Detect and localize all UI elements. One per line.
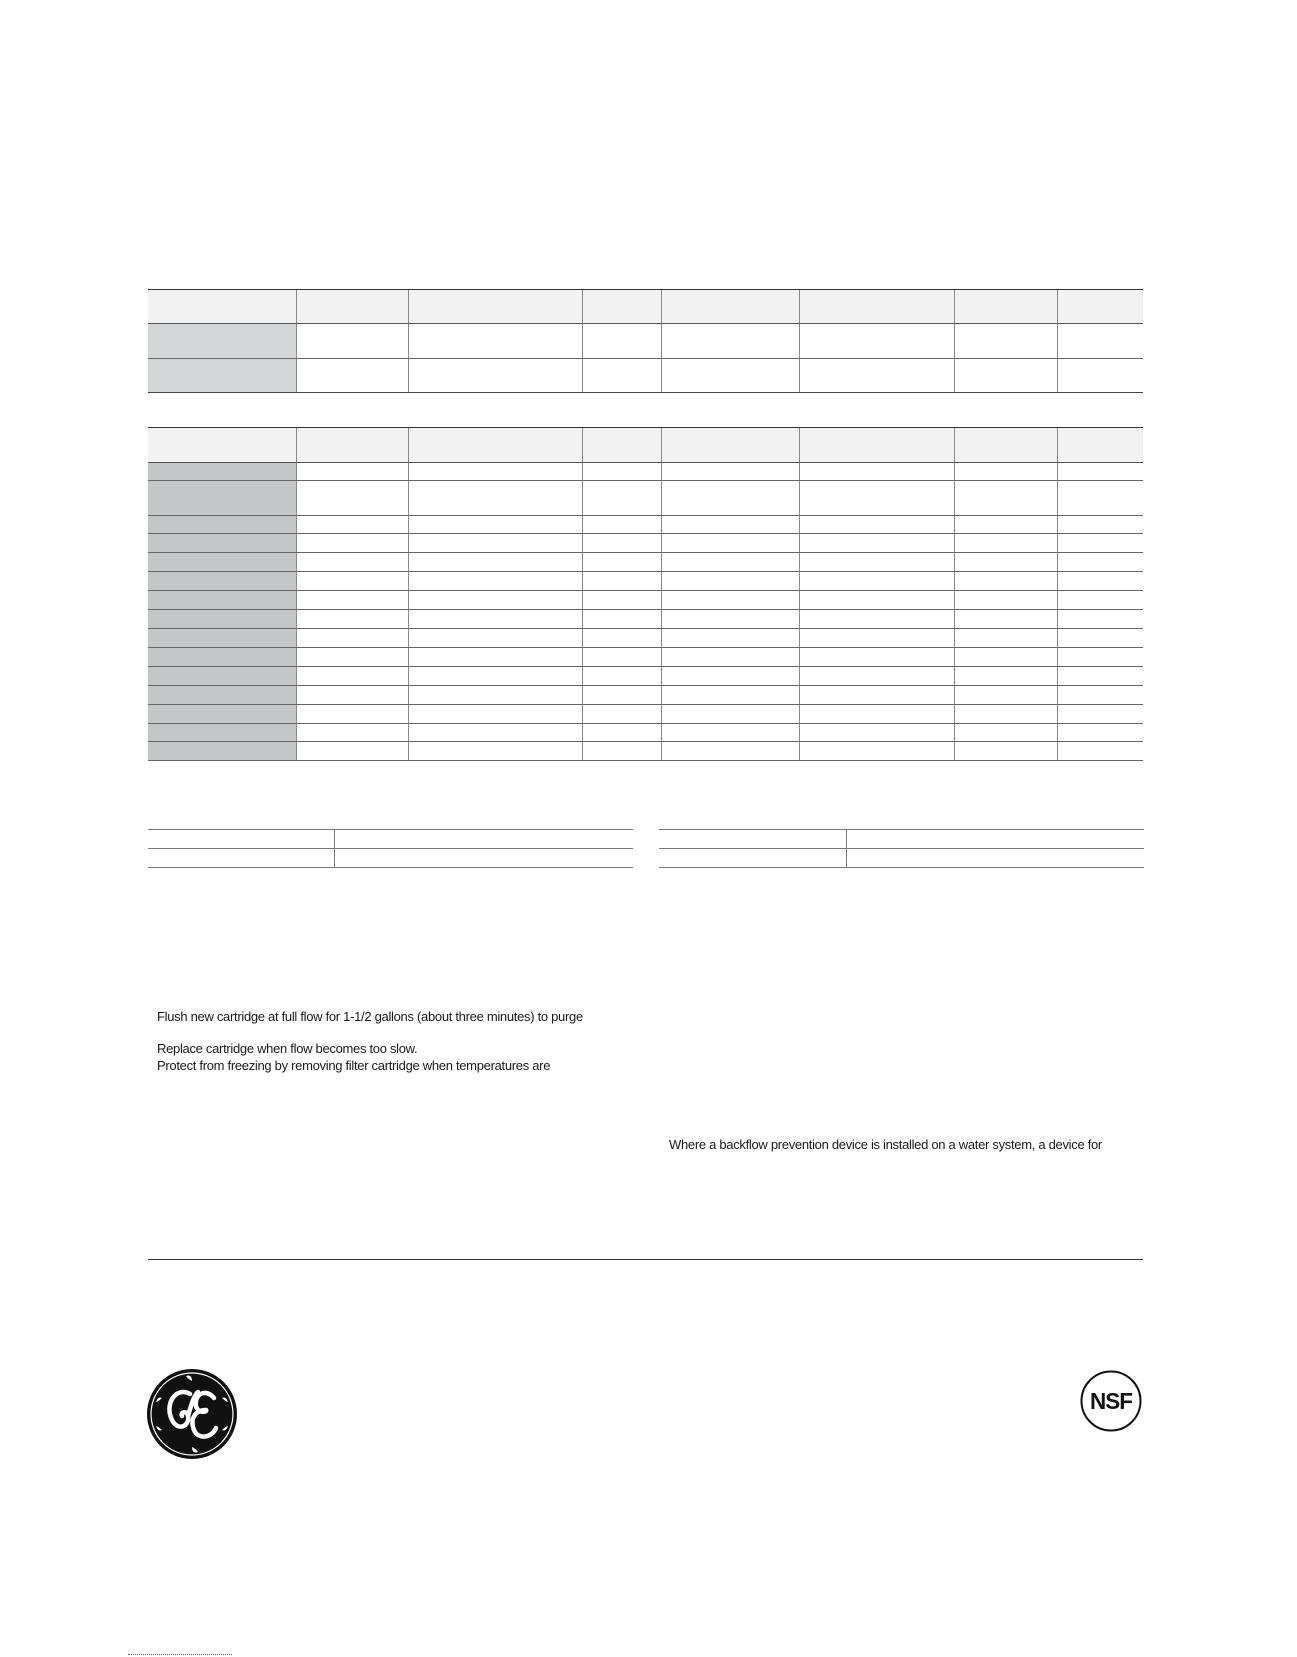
- table-row: [148, 481, 1143, 516]
- spec-table-right: [659, 829, 1144, 868]
- table-row: [148, 572, 1143, 591]
- performance-table-top: [148, 289, 1143, 393]
- performance-table-main: [148, 427, 1143, 761]
- svg-text:NSF: NSF: [1090, 1388, 1133, 1414]
- table-row: [148, 830, 633, 849]
- table-row: [148, 359, 1143, 393]
- table-row: [659, 830, 1144, 849]
- table-header-row: [148, 290, 1143, 324]
- table-row: [148, 324, 1143, 359]
- table-row: [148, 463, 1143, 481]
- table-row: [148, 516, 1143, 534]
- instruction-replace: Replace cartridge when flow becomes too slow.: [157, 1041, 418, 1056]
- instruction-flush: Flush new cartridge at full flow for 1-1/2 gallons (about three minutes) to purge: [157, 1009, 583, 1024]
- table-row: [148, 686, 1143, 705]
- table-row: [148, 724, 1143, 742]
- instruction-freeze: Protect from freezing by removing filter cartridge when temperatures are: [157, 1058, 551, 1073]
- table-row: [148, 667, 1143, 686]
- table-header-row: [148, 428, 1143, 463]
- table-row: [148, 553, 1143, 572]
- footer-dotted-line: [128, 1654, 232, 1655]
- table-row: [148, 591, 1143, 610]
- divider: [148, 1259, 1143, 1260]
- nsf-logo-icon: [1080, 1370, 1142, 1432]
- table-row: [148, 629, 1143, 648]
- table-row: [148, 742, 1143, 761]
- table-row: [148, 705, 1143, 724]
- table-row: [148, 849, 633, 868]
- backflow-note: Where a backflow prevention device is installed on a water system, a device for: [669, 1137, 1102, 1152]
- table-row: [148, 648, 1143, 667]
- ge-logo-icon: [146, 1368, 238, 1460]
- table-row: [148, 534, 1143, 553]
- spec-table-left: [148, 829, 633, 868]
- table-row: [148, 610, 1143, 629]
- table-row: [659, 849, 1144, 868]
